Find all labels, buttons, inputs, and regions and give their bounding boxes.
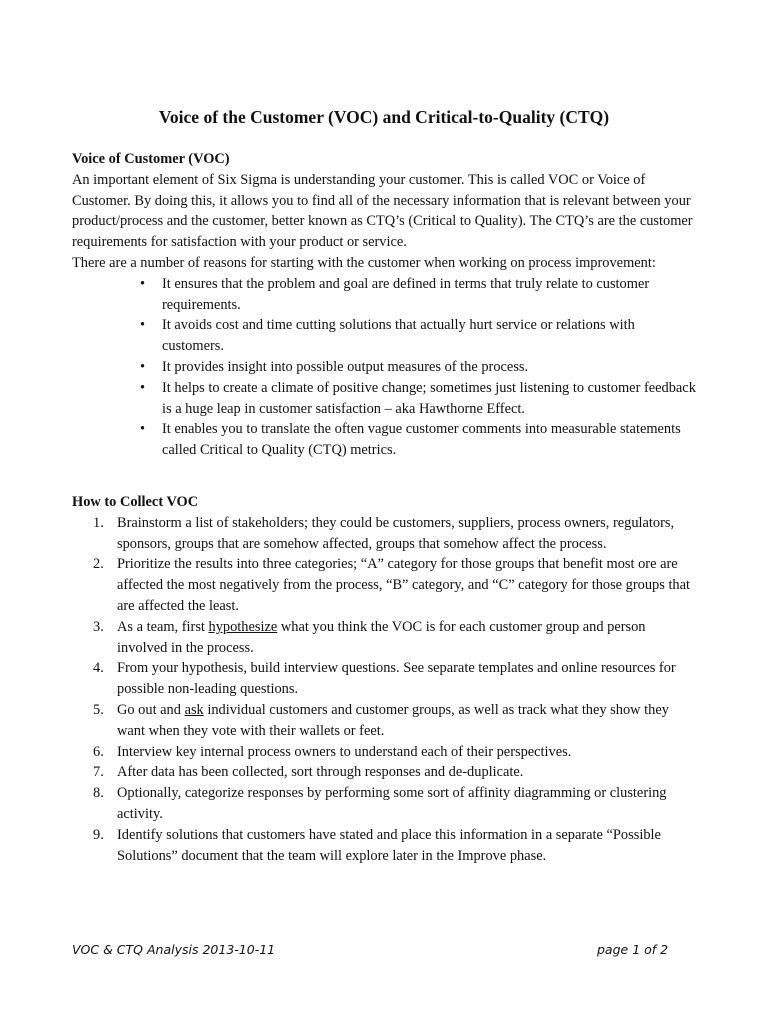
list-item xyxy=(140,378,697,420)
bullet-text: It helps to create a climate of positive change; sometimes just listening to customer feedback is a huge leap in customer satisfaction – aka Hawthorne Effect. xyxy=(162,379,696,417)
footer-page-number: page 1 of 2 xyxy=(597,942,669,957)
reasons-intro: There are a number of reasons for starting with the customer when working on process improvement: xyxy=(72,254,656,271)
list-item xyxy=(140,419,697,461)
step-text-underlined: ask xyxy=(184,701,204,718)
voc-heading: Voice of Customer (VOC) xyxy=(72,151,230,167)
list-item xyxy=(93,742,697,763)
footer-doc-label: VOC & CTQ Analysis 2013-10-11 xyxy=(72,942,276,957)
bullet-text: It avoids cost and time cutting solutions that actually hurt service or relations with customers. xyxy=(162,317,635,355)
list-item xyxy=(93,762,697,783)
list-item xyxy=(93,513,697,555)
step-text-pre: As a team, first xyxy=(117,618,209,635)
step-text: Prioritize the results into three categories; “A” category for those groups that benefit most ore are affected the most negatively from the process, “B” category, and “C” category for those groups that are affected the least. xyxy=(117,556,691,614)
step-number: 8. xyxy=(93,785,104,802)
bullet-text: It enables you to translate the often vague customer comments into measurable statements called Critical to Quality (CTQ) metrics. xyxy=(162,421,681,459)
list-item xyxy=(93,658,697,700)
step-text: Brainstorm a list of stakeholders; they could be customers, suppliers, process owners, regulators, sponsors, groups that are somehow affected, groups that somehow affect the process. xyxy=(117,514,675,552)
list-item xyxy=(140,315,697,357)
bullet-text: It provides insight into possible output measures of the process. xyxy=(162,358,529,375)
bullet-icon: • xyxy=(140,358,146,375)
step-number: 5. xyxy=(93,701,104,718)
list-item xyxy=(93,554,697,616)
reasons-list xyxy=(72,274,697,461)
bullet-icon: • xyxy=(140,421,146,438)
list-item xyxy=(93,617,697,659)
step-text-underlined: hypothesize xyxy=(208,618,278,635)
list-item xyxy=(140,274,697,316)
bullet-icon: • xyxy=(140,379,146,396)
document-title: Voice of the Customer (VOC) and Critical-to-Quality (CTQ) xyxy=(158,107,610,127)
list-item xyxy=(93,825,697,867)
step-text-pre: Go out and xyxy=(117,701,185,718)
step-number: 9. xyxy=(93,826,104,843)
step-text-post: what you think the VOC is for each customer group and person involved in the process. xyxy=(117,618,646,656)
step-text: Interview key internal process owners to understand each of their perspectives. xyxy=(117,743,572,760)
step-text: Optionally, categorize responses by performing some sort of affinity diagramming or clustering activity. xyxy=(117,785,667,822)
list-item xyxy=(93,700,697,742)
bullet-icon: • xyxy=(140,275,146,292)
step-number: 2. xyxy=(93,556,104,573)
step-text: After data has been collected, sort through responses and de-duplicate. xyxy=(117,764,524,781)
document-body xyxy=(72,149,697,866)
step-text-post: individual customers and customer groups, as well as track what they show they want when they vote with their wallets or feet. xyxy=(117,701,669,739)
list-item xyxy=(93,783,697,825)
collect-steps-list xyxy=(72,513,697,867)
section-spacer xyxy=(72,461,697,492)
step-number: 4. xyxy=(93,660,104,677)
voc-paragraph: An important element of Six Sigma is understanding your customer. This is called VOC or Voice of Customer. By doing this, it allows you to find all of the necessary information that is relevant between your product/process and the customer, better known as CTQ’s (Critical to Quality). The CTQ’s are the customer requirements for satisfaction with your product or service. xyxy=(72,171,693,251)
step-number: 1. xyxy=(93,514,104,531)
step-number: 3. xyxy=(93,618,104,635)
bullet-text: It ensures that the problem and goal are defined in terms that truly relate to customer requirements. xyxy=(162,275,650,313)
step-number: 6. xyxy=(93,743,104,760)
collect-heading: How to Collect VOC xyxy=(72,493,199,510)
step-number: 7. xyxy=(93,764,104,781)
bullet-icon: • xyxy=(140,317,146,334)
step-text: Identify solutions that customers have stated and place this information in a separate “Possible Solutions” document that the team will explore later in the Improve phase. xyxy=(117,826,661,864)
list-item xyxy=(140,357,697,378)
step-text: From your hypothesis, build interview questions. See separate templates and online resources for possible non-leading questions. xyxy=(117,660,676,698)
